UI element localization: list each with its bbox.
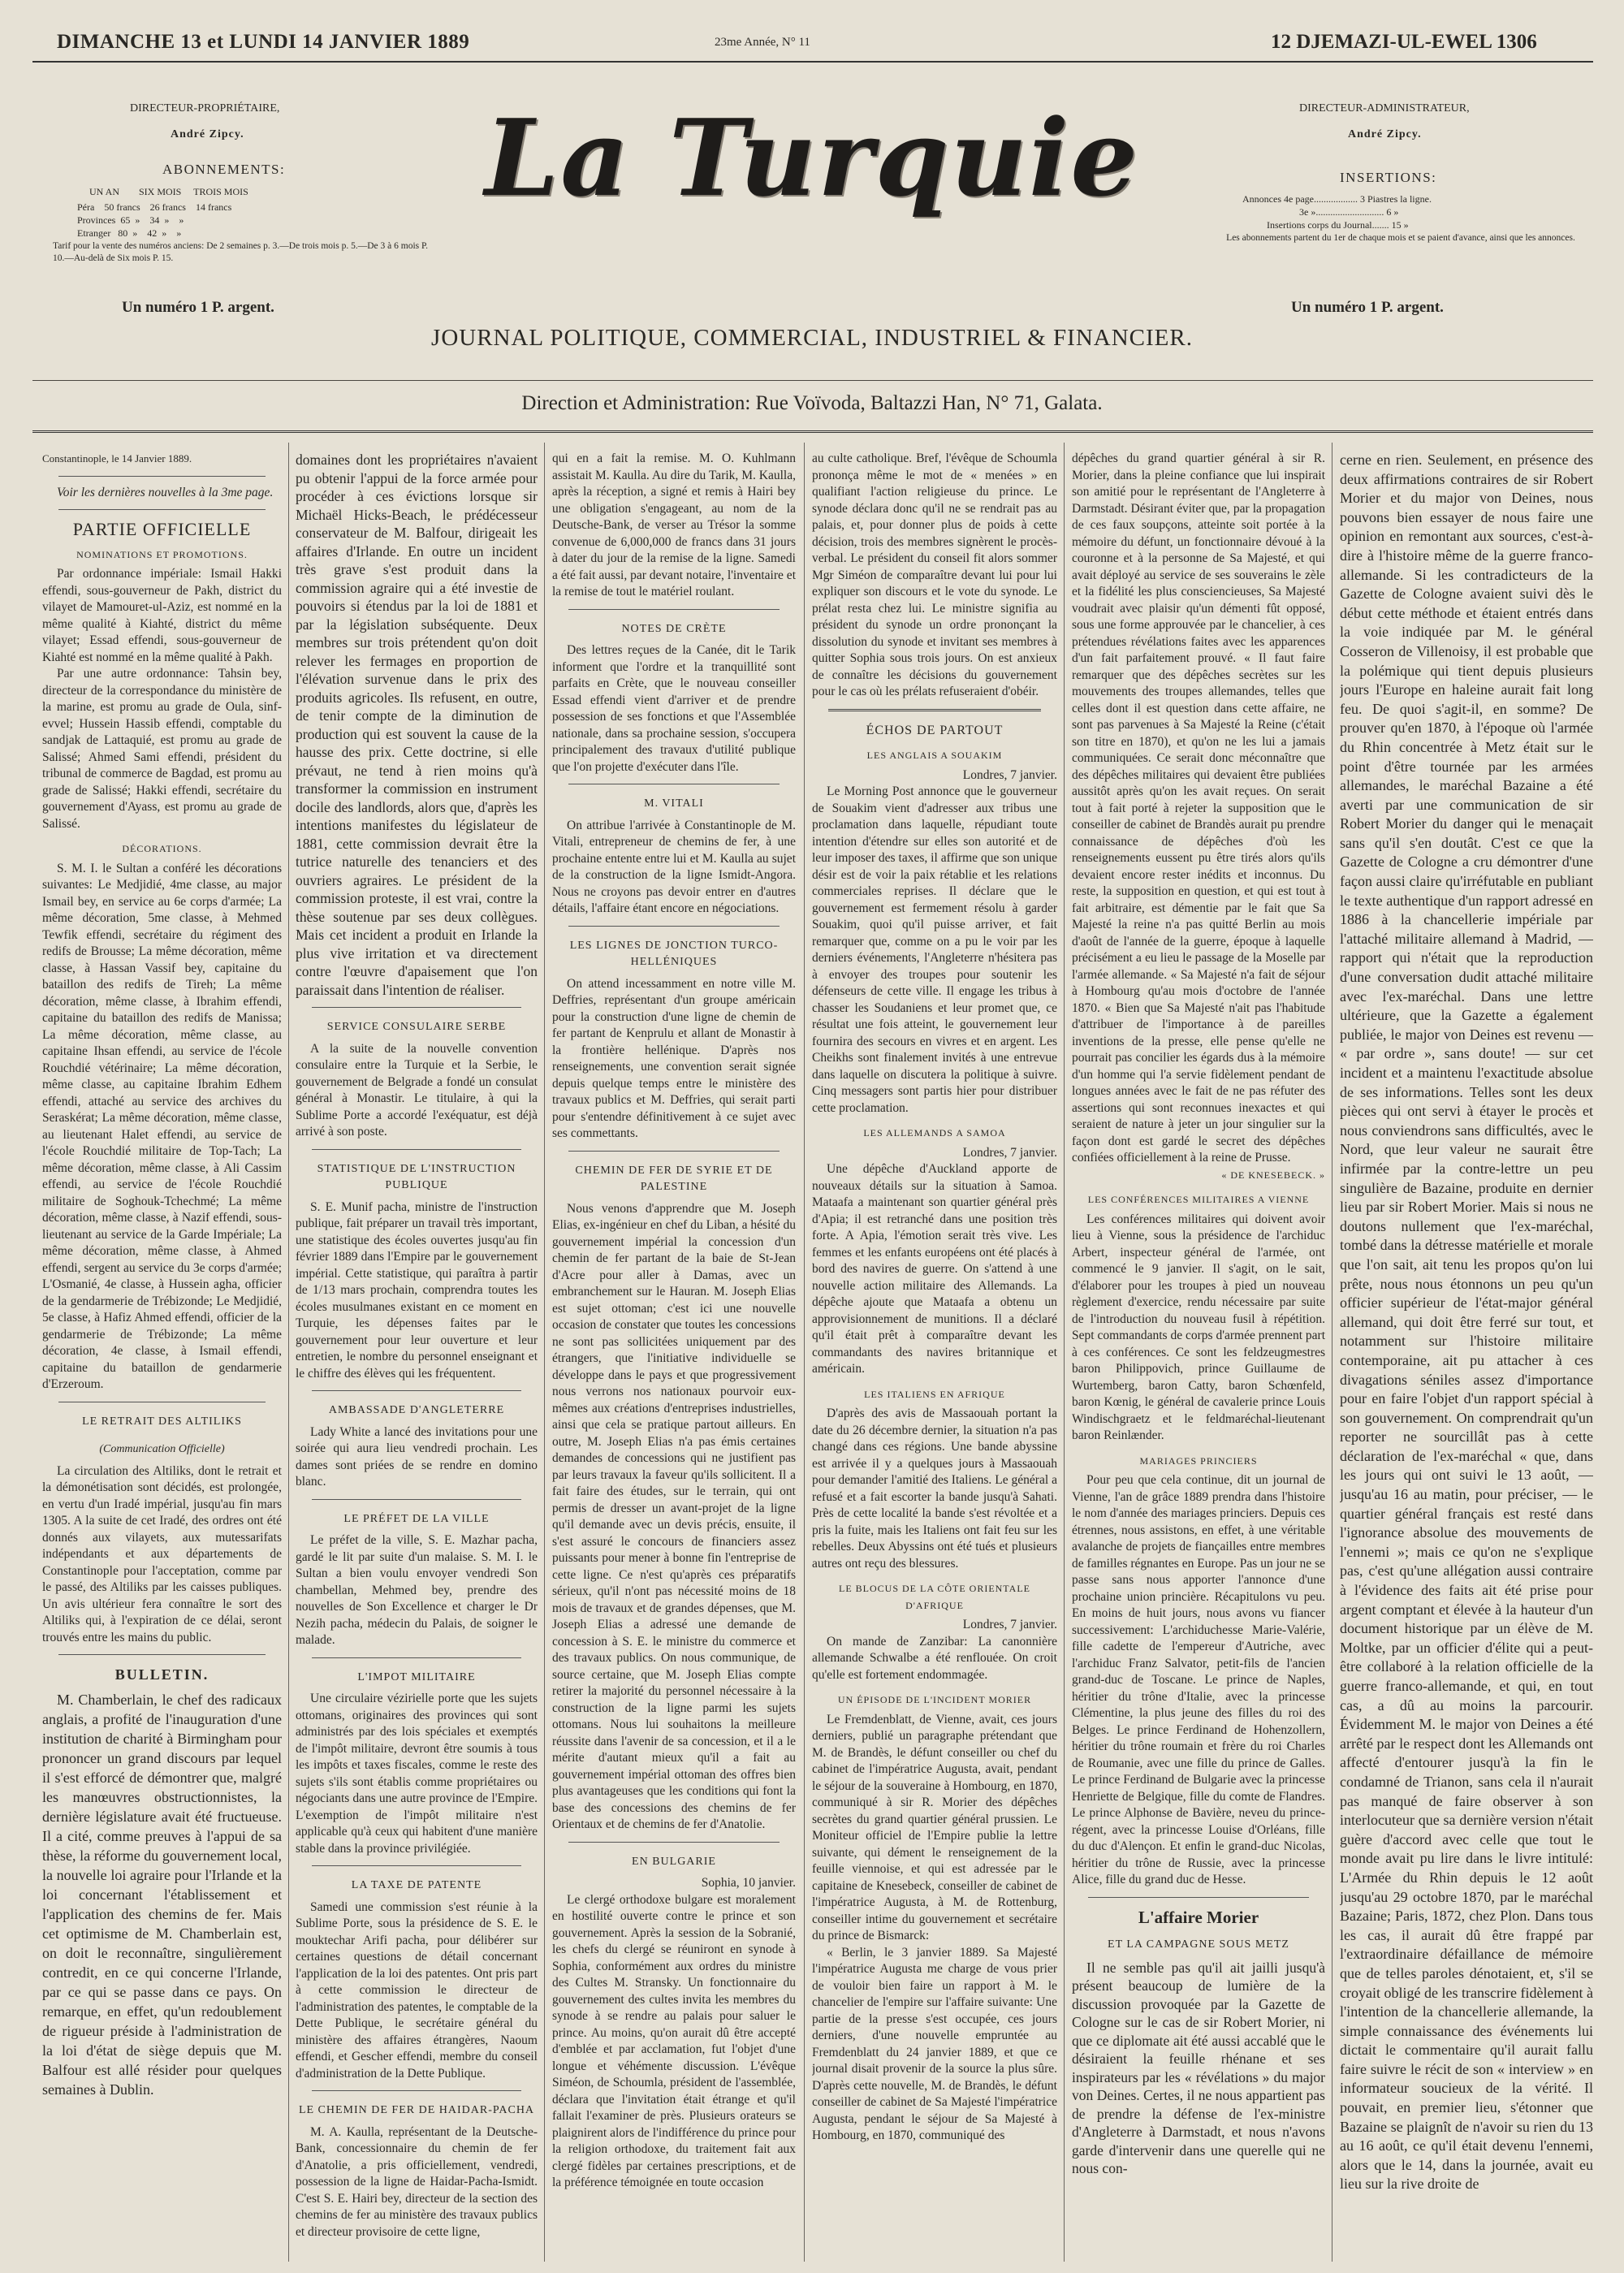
blocus-dateline: Londres, 7 janvier. xyxy=(962,1618,1057,1631)
left-director-title: DIRECTEUR-PROPRIÉTAIRE, xyxy=(130,102,280,115)
decorations-heading: DÉCORATIONS. xyxy=(122,843,202,854)
col5-para-4: Il ne semble pas qu'il ait jailli jusqu'à présent beaucoup de lumière de la discussion provoquée par la Gazette de Cologne sur le cas de sir Robert Morier, ni que ce diplomate ait été aussi accablé que le désiraient la feuille rhénane et ses inspirateurs par les « révélations » du major von Deines. Certes, il ne nous appartient pas de prendre la défense de l'ex-ministre d'Angleterre à Darmstadt, et nous n'avons garde d'intervenir dans une querelle qui ne nous con- xyxy=(1072,1959,1325,2176)
column-4 xyxy=(812,451,1057,2262)
allemands-samoa-heading: LES ALLEMANDS A SAMOA xyxy=(863,1127,1006,1139)
affaire-morier-heading: L'affaire Morier xyxy=(1138,1907,1259,1927)
anglais-souakim-heading: LES ANGLAIS A SOUAKIM xyxy=(866,750,1003,761)
col5-para-1: dépêches du grand quartier général à sir R. Morier, dans la pleine confiance que lui inspirait son amitié pour le représentant de l'Angleterre à Darmstadt. Désirant éviter que, par la propagation de ces faux soupçons, atteinte soit portée à la mémoire du défunt, un fonctionnaire dévoué à la couronne et à la personne de Sa Majesté, et qui avait déployé au service de ses souverains le zèle et la fidélité les plus consciencieuses, Sa Majesté voudrait avec plaisir qu'un démenti fût opposé, sous une forme approuvée par le chancelier, à ces prétendues révélations faites avec les apparences d'un fait parfaitement prouvé. « Il faut faire remarquer que des dépêches secrètes sur les mouvements des troupes allemandes, telles que celles dont il est question dans cette affaire, ne sont pas parvenues à Sa Majesté la Reine (c'était son titre en 1870), et qu'on ne les lui a jamais communiquées. Ce serait donc méconnaître que des dépêches militaires qui devaient être publiées aussitôt après qu'on les avait reçues. On serait tout à fait porté à rejeter la supposition que le conseiller de cabinet de Brandès aurait pu prendre connaissance de dépêches d'où les renseignements eussent pu être tirés alors qu'ils devaient encore rester inédits et inconnus. Du reste, la supposition en question, et qui est tout à fait arbitraire, est démentie par le fait que Sa Majesté la reine n'a pas quitté Berlin au mois d'août de l'année de la guerre, époque à laquelle précisément a eu lieu le passage de la Moselle par l'armée allemande. « Sa Majesté n'a fait de séjour à Hombourg qu'au mois d'octobre de l'année 1870. « Bien que Sa Majesté n'ait pas l'habitude d'attribuer de l'importance à de pareilles inventions de la presse, elle pense qu'elle ne pourrait pas concilier les égards dus à la mémoire d'un homme qui l'a servie fidèlement pendant de longues années avec le fait de ne pas réfuter des assertions qui sont reconnues inexactes et qui seraient de nature à jeter un jour singulier sur la façon dont est gardé le secret des dépêches confiées officiellement à la reine de Prusse. xyxy=(1072,452,1325,1165)
nominations-heading: NOMINATIONS ET PROMOTIONS. xyxy=(76,548,248,560)
column-1 xyxy=(42,451,282,2262)
column-2 xyxy=(296,451,538,2262)
right-director-title: DIRECTEUR-ADMINISTRATEUR, xyxy=(1299,102,1470,115)
col3-para-1: qui en a fait la remise. M. O. Kuhlmann assistait M. Kaulla. Au dire du Tarik, M. Kaulla, après la réception, a signé et remis à Hairi bey une obligation s'engageant, au nom de la Deutsche-Bank, de verser au Trésor la somme convenue de 6,000,000 de francs dans 31 jours à dater du jour de la remise de la ligne. Samedi a été fait aussi, par devant notaire, l'inventaire et la remise de tout le matériel roulant. xyxy=(552,452,796,598)
ins-row-4e: Annonces 4e page.................. 3 Piastres la ligne. xyxy=(1242,193,1432,205)
column-rule-3 xyxy=(804,443,805,2262)
col4-para-2: Le Morning Post annonce que le gouverneur de Souakim vient d'adresser aux tribus une proclamation dans laquelle, répudiant toute intention d'étendre sur elles son autorité et de leur imposer des taxes, il affirme que son unique désir est de voir la paix rétablie et les relations commerciales reprises. Il déclare que le gouvernement est fermement résolu à garder Souakim, quoi qu'il puisse arriver, et fait remarquer que, comme on a pu le voir par les derniers événements, l'Angleterre n'hésitera pas à envoyer des troupes pour soutenir les défenseurs de cette ville. Il engage les tribus à chasser les Soudaniens et leur promet que, ce résultat une fois atteint, le gouvernement leur fournira des secours en vivres et en argent. Les Cheikhs sont finalement invités à une entrevue dans laquelle on discutera la politique à suivre. Cinq messagers sont partis hier pour distribuer cette proclamation. xyxy=(812,784,1057,1115)
echos-heading: ÉCHOS DE PARTOUT xyxy=(866,723,1004,737)
col2-para-4: Lady White a lancé des invitations pour une soirée qui aura lieu vendredi prochain. Les dames sont priées de se rendre en domino blanc. xyxy=(296,1424,538,1489)
vitali-heading: M. VITALI xyxy=(644,797,704,810)
col4-para-6: Le Fremdenblatt, de Vienne, avait, ces jours derniers, publié un paragraphe prétendant que M. de Brandès, le défunt conseiller ou chef du cabinet de l'impératrice Augusta, avait, pendant le séjour de la souveraine à Hombourg, en 1870, communiqué à sir R. Morier des dépêches secrètes du grand quartier général prussien. Le Moniteur officiel de l'Empire publie la lettre suivante, qui dément le renseignement de la feuille viennoise, et qui est adressée par le capitaine de Knesebeck, conseiller de cabinet de l'impératrice Augusta, à M. de Rottenburg, conseiller intime du gouvernement et secrétaire du prince de Bismarck: xyxy=(812,1712,1057,1942)
date-right: 12 DJEMAZI-UL-EWEL 1306 xyxy=(1271,31,1537,53)
year-issue: 23me Année, N° 11 xyxy=(715,36,810,49)
episode-morier-heading: UN ÉPISODE DE L'INCIDENT MORIER xyxy=(837,1694,1032,1705)
col5-para-3: Pour peu que cela continue, dit un journal de Vienne, l'an de grâce 1889 prendra dans l'histoire le nom d'année des mariages princiers. Depuis ces étrennes, nous assistons, en effet, à une véritable avalanche de projets de fiançailles entre membres de familles régnantes en Europe. Pas un jour ne se passe sans nous apporter l'annonce d'une prochaine union princière. Récapitulons vu peu. En moins de huit jours, nous avons vu fiancer successivement: L'archiduchesse Marie-Valérie, fille cadette de l'empereur d'Autriche, avec l'archiduc Franz Salvator, petit-fils de l'ancien grand-duc de Toscane. Le prince de Naples, héritier du trône d'Italie, avec la princesse Clémentine, la plus jeune des filles du roi des Belges. Le prince Ferdinand de Hohenzollern, héritier du trône roumain et frère du roi Charles de Roumanie, avec une fille du prince de Galles. Le prince Ferdinand de Bulgarie avec la princesse Henriette de Belgique, fille du comte de Flandres. Le prince Alphonse de Bavière, neveu du prince-régent, avec la princesse Louise d'Orléans, fille du duc d'Alençon. Et enfin le grand-duc Nicolas, héritier du trône de Russie, avec la princesse Alice, fille du grand duc de Hesse. xyxy=(1072,1473,1325,1886)
ins-note: Les abonnements partent du 1er de chaque mois et se paient d'avance, ainsi que les annonces. xyxy=(1226,233,1575,243)
samoa-dateline: Londres, 7 janvier. xyxy=(962,1145,1057,1160)
campagne-metz-heading: ET LA CAMPAGNE SOUS METZ xyxy=(1108,1938,1289,1951)
col2-para-2: A la suite de la nouvelle convention consulaire entre la Turquie et la Serbie, le gouvernement de Belgrade a fondé un consulat général à Monastir. Le titulaire, à qui la Sublime Porte a accordé l'exéquatur, est déjà arrivé à son poste. xyxy=(296,1041,538,1139)
col2-para-1: domaines dont les propriétaires n'avaient pu obtenir l'appui de la force armée pour procéder à ces évictions lorsque sir Michaël Hicks-Beach, le prédécesseur conservateur de M. Balfour, dirigeait les affaires d'Irlande. En outre un incident très grave s'est produit dans la commission agraire qui a été investie de pouvoirs si étendus par la loi de 1881 et par la législation subséquente. Deux membres sur trois prétendent qu'on doit relever les fermages en proportion de l'élévation survenue dans le prix des produits agricoles. Ils refusent, en outre, de tenir compte de la diminution de production qui est souvent la cause de la hausse des prix. Cette doctrine, si elle prévaut, ne tend à rien moins qu'à transformer la commission en instrument docile des landlords, alors que, d'après les intentions manifestes du législateur de 1881, cette commission devrait être la tutrice naturelle des tenanciers et des ouvriers agraires. Le président de la commission proteste, il est vrai, contre la thèse soutenue par ses deux collègues. Mais cet incident a produit en Irlande la plus vive irritation et va directement contre l'œuvre d'apaisement que l'on paraissait dans l'intention de réaliser. xyxy=(296,452,538,998)
col3-para-4: On attend incessamment en notre ville M. Deffries, représentant d'un groupe américain pour la construction d'une ligne de chemin de fer partant de Kenprulu et allant de Monastir à la frontière hellénique. D'après nos renseignements, une convention serait signée depuis quelque temps entre le ministère des travaux publics et M. Deffries, qui serait parti pour s'entendre définitivement à ce sujet avec ses commettants. xyxy=(552,976,796,1140)
col1-para-5: M. Chamberlain, le chef des radicaux anglais, a profité de l'inauguration d'une institution de charité à Birmingham pour prononcer un grand discours par lequel il s'est efforcé de démontrer que, malgré les manœuvres obstructionnistes, la dernière législature avait été fructueuse. Il a cité, comme preuves à l'appui de sa thèse, la réforme du gouvernement local, la nouvelle loi agraire pour l'Irlande et la loi concernant l'établissement et l'application des chemins de fer. Mais cet optimisme de M. Chamberlain est, on doit le reconnaître, singulièrement contredit, en ce qui concerne l'Irlande, par ce qui se passe dans ce pays. On remarque, en effet, qu'un redoublement de rigueur préside à l'administration de la loi d'état de siège depuis que M. Balfour est allé résider pour quelques semaines à Dublin. xyxy=(42,1691,282,2098)
voir-note: Voir les dernières nouvelles à la 3me page. xyxy=(57,485,274,499)
col4-para-5: On mande de Zanzibar: La canonnière allemande Schwalbe a été renflouée. On croit qu'elle est fortement endommagée. xyxy=(812,1634,1057,1682)
col4-para-7: « Berlin, le 3 janvier 1889. Sa Majesté l'impératrice Augusta me charge de vous prier de vouloir bien faire un rapport à M. le chancelier de l'empire sur l'affaire suivante: Une partie de la presse s'est occupée, ces jours derniers, d'une nouvelle empruntée au Fremdenblatt du 24 janvier 1889, et que ce journal disait provenir de la source la plus sûre. D'après cette nouvelle, M. de Brandès, le défunt conseiller de cabinet de Sa Majesté l'impératrice Augusta, pendant le séjour de Sa Majesté à Hombourg, en 1870, communiqué des xyxy=(812,1945,1057,2142)
column-5 xyxy=(1072,451,1325,2262)
col2-para-7: Samedi une commission s'est réunie à la Sublime Porte, sous la présidence de S. E. le mouktechar Arifi pacha, pour délibérer sur certaines questions de détail concernant l'application de la loi des patentes. Ont pris part à cette commission le directeur de l'administration des patentes, le comptable de la Dette Publique, le secrétaire général du ministère des affaires étrangères, Naoum effendi, et Gescher effendi, membre du conseil d'administration de la Dette Publique. xyxy=(296,1899,538,2081)
price-left: Un numéro 1 P. argent. xyxy=(122,299,274,316)
partie-officielle-heading: PARTIE OFFICIELLE xyxy=(72,519,252,539)
bulletin-heading: BULLETIN. xyxy=(114,1666,209,1683)
col4-para-3: Une dépêche d'Auckland apporte de nouveaux détails sur la situation à Samoa. Mataafa a maintenant son quartier général près d'Apia; il est retranché dans une position très forte. A Apia, l'émotion serait très vive. Les femmes et les enfants européens ont été placés à bord des navires de guerre. On s'attend à une nouvelle action militaire des Allemands. La dépêche ajoute que Mataafa a obtenu un approvisionnement de munitions. Il a déclaré qu'il était prêt à comparaître devant les commandants des navires britannique et américain. xyxy=(812,1162,1057,1376)
service-consulaire-heading: SERVICE CONSULAIRE SERBE xyxy=(326,1021,507,1033)
masthead-rule xyxy=(32,380,1593,381)
ambassade-heading: AMBASSADE D'ANGLETERRE xyxy=(328,1404,505,1416)
ins-row-corps: Insertions corps du Journal....... 15 » xyxy=(1267,219,1409,231)
col1-para-4: La circulation des Altiliks, dont le retrait et la démonétisation sont décidés, est prolongée, en vertu d'un Iradé impérial, jusqu'au fin mars 1305. A la suite de cet Iradé, des ordres ont été donnés aux vilayets, aux mutessarifats indépendants et aux départements de Constantinople pour l'acceptation, comme par le passé, des Altiliks par les caisses publiques. Un avis ultérieur fera connaître le sort des Altiliks qui, à l'expiration de ce délai, seront trouvés entre les mains du public. xyxy=(42,1463,282,1644)
chemin-syrie-heading: CHEMIN DE FER DE SYRIE ET DE PALESTINE xyxy=(575,1164,773,1193)
column-rule-4 xyxy=(1064,443,1065,2262)
col2-para-5: Le préfet de la ville, S. E. Mazhar pacha, gardé le lit par suite d'un malaise. S. M. I. le Sultan a bien voulu envoyer vendredi Son chambellan, Mehmed bey, prendre des nouvelles de Son Excellence et charger le Dr Nezih pacha, médecin du Palais, de soigner le malade. xyxy=(296,1533,538,1647)
italiens-afrique-heading: LES ITALIENS EN AFRIQUE xyxy=(864,1388,1005,1400)
left-director-name: André Zipcy. xyxy=(171,128,244,140)
date-left: DIMANCHE 13 et LUNDI 14 JANVIER 1889 xyxy=(57,31,470,53)
col2-para-3: S. E. Munif pacha, ministre de l'instruction publique, fait préparer un travail très important, une statistique des écoles ouvertes jusqu'au fin février 1889 dans l'Empire par le gouvernement impérial. Cette statistique, qui paraîtra à partir de 1/13 mars prochain, comprendra toutes les écoles musulmanes existant en ce moment en Turquie, les dépenses faites par le gouvernement pour leur ouverture et leur entretien, le nombre du personnel enseignant et le chiffre des élèves qui les fréquentent. xyxy=(296,1199,538,1381)
col3-para-3: On attribue l'arrivée à Constantinople de M. Vitali, entrepreneur de chemins de fer, à une prochaine entente entre lui et M. Kaulla au sujet de la construction de la ligne Ismidt-Angora. Nous ne croyons pas devoir entrer en d'autres détails, l'affaire étant encore en négociations. xyxy=(552,818,796,915)
col4-para-4: D'après des avis de Massaouah portant la date du 26 décembre dernier, la situation n'a pas changé dans ces régions. Une bande abyssine est arrivée il y a quelques jours à Massaouah pour demander l'amitié des Italiens. Le général a refusé et a fait escorter la bande jusqu'à Sahati. Près de cette localité la bande s'est révoltée et a pris la fuite, mais les Italiens ont fait feu sur les rebelles. Deux Abyssins ont été tués et plusieurs autres ont reçu des blessures. xyxy=(812,1407,1057,1571)
col2-para-8: M. A. Kaulla, représentant de la Deutsche-Bank, concessionnaire du chemin de fer d'Anatolie, a pris officiellement, vendredi, possession de la ligne de Haidar-Pacha-Ismidt. C'est S. E. Hairi bey, directeur de la section des chemins de fer au ministère des travaux publics et directeur provisoire de cette ligne, xyxy=(296,2124,538,2239)
newspaper-subtitle: JOURNAL POLITIQUE, COMMERCIAL, INDUSTRIEL & FINANCIER. xyxy=(431,325,1193,351)
impot-militaire-heading: L'IMPOT MILITAIRE xyxy=(357,1670,476,1683)
abonnements-heading: ABONNEMENTS: xyxy=(162,162,286,177)
blocus-heading: LE BLOCUS DE LA CÔTE ORIENTALE D'AFRIQUE xyxy=(838,1583,1031,1611)
col6-para-1: cerne en rien. Seulement, en présence des deux affirmations contraires de sir Robert Morier et du major von Deines, nous pouvons bien essayer de nous faire une opinion en remontant aux sources, c'est-à-dire à l'histoire même de la guerre franco-allemande. Si les contradicteurs de la Gazette de Cologne avaient suivi dès le début cette méthode et étaient entrés dans la voie indiquée par M. le général Cosseron de Villenoisy, il est probable que la polémique qui tient depuis plusieurs jours l'Europe en haleine aurait fait long feu. De quoi s'agit-il, en somme? De prouver qu'en 1870, à l'époque où l'armée du Rhin concentrée à Metz était sur le point d'être tournée par les armées allemandes, le maréchal Bazaine a été averti par une communication de sir Robert Morier du danger qui le menaçait sans qu'il s'en doutât. C'est ce que la Gazette de Cologne a cru démontrer d'une façon aussi claire qu'irréfutable en publiant le texte authentique d'un rapport adressé en 1886 à la chancellerie impériale par l'attaché militaire allemand à Madrid, — rapport qui n'était que la reproduction d'une conversation dudit attaché militaire avec l'ex-maréchal. Dans une lettre ultérieure, que la Gazette a également publiée, le major von Deines est revenu — « par ordre », sans doute! — sur cet incident et a maintenu l'exactitude absolue de ses informations. Telles sont les deux pièces qui ont servi à étayer le procès et nous conviendrons sans difficultés, avec le Nord, que leur valeur ne saurait être infirmée par la contre-lettre un peu singulière de Bazaine, produite en dernier lieu par sir Robert Morier. Mais si nous ne doutons nullement que l'ex-maréchal, tombé dans la détresse matérielle et morale que l'on sait, ait tenu les propos qu'on lui prête, nous nous étonnons un peu qu'un officier supérieur de l'état-major général allemand, qui doit être ferré sur tout, et notamment sur l'histoire militaire contemporaine, ait pu attacher à ces divagations séniles assez d'importance pour en faire l'objet d'un rapport spécial à son gouvernement. On comprendrait qu'un reporter ne sourcillât pas à cette déclaration de l'ex-maréchal « que, dans les jours qui ont suivi le 13 août, — jusqu'au 16 au matin, pour préciser, — le quartier général français est resté dans l'ignorance absolue des mouvements de l'ennemi »; mais ce qu'on ne s'explique pas, c'est qu'une allégation aussi contraire à l'évidence des faits ait été prise pour argent comptant et élevée à la hauteur d'un document historique par un élève de M. Moltke, par un officier d'élite qui a peut-être collaboré à la relation officielle de la guerre franco-allemande, et qui, en tout cas, a dû au moins la parcourir. Évidemment M. le major von Deines a été arrêté par le respect dont les Allemands ont affecté d'entourer jusqu'à la fin le condamné de Trianon, sans cela il n'aurait pas manqué de faire observer à son interlocuteur que sa dernière version n'était guère d'accord avec celle que tout le monde avait pu lire dans le livre intitulé: L'Armée du Rhin depuis le 12 août jusqu'au 29 octobre 1870, par le maréchal Bazaine; Paris, 1872, chez Plon. Dans tous les cas, il aurait dû être frappé par l'extraordinaire défaillance de mémoire que de telles paroles dénotaient, et, s'il se croyait obligé de les transcrire fidèlement à l'intention de la chancellerie allemande, la simple connaissance des événements lui dictait le commentaire qu'il aurait fallu faire suivre le récit de son « interview » en informateur soucieux de la vérité. Il pouvait, en premier lieu, s'étonner que Bazaine se plaignît de n'avoir su rien du 13 au 16 août, ce qu'il était devenu l'ennemi, alors que le 14, dans la journée, avait eu lieu sur la rive droite de xyxy=(1340,452,1593,2193)
column-rule-2 xyxy=(544,443,545,2262)
communication-officielle: (Communication Officielle) xyxy=(99,1443,225,1455)
col1-para-2: Par une autre ordonnance: Tahsin bey, directeur de la correspondance du ministère de la marine, est promu au grade de Oula, sinf-evvel; Hussein Hassib effendi, comptable du sandjak de Lattaquié, est promu au grade de Salissé; Ahmed Sami effendi, président du tribunal de commerce de Bagdad, est promu au grade de Salissé; Hakki effendi, secrétaire du gouvernement d'Ayass, est promu au grade de Salissé. xyxy=(42,667,282,831)
bulgarie-dateline: Sophia, 10 janvier. xyxy=(701,1876,796,1890)
abo-row-provinces: Provinces 65 » 34 » » xyxy=(77,214,184,226)
lignes-jonction-heading: LES LIGNES DE JONCTION TURCO-HELLÉNIQUES xyxy=(569,939,779,968)
souakim-dateline: Londres, 7 janvier. xyxy=(962,767,1057,782)
insertions-heading: INSERTIONS: xyxy=(1340,170,1437,185)
newspaper-title: La Turquie xyxy=(484,96,1140,220)
abo-row-etranger: Etranger 80 » 42 » » xyxy=(77,227,182,239)
top-rule xyxy=(32,61,1593,63)
col4-para-1: au culte catholique. Bref, l'évêque de Schoumla prononça même le mot de « menées » en qualifiant l'action religieuse du prince. Le synode déclara donc qu'il ne se rendrait pas au palais, et, pour donner plus de poids à cette décision, trois des membres signèrent le procès-verbal. Le président du conseil fit alors sommer Mgr Siméon de comparaître devant lui pour lui expliquer son discours et le vote du synode. Le prélat resta chez lui. Le ministre signifia au président du synode un ordre prononçant la dissolution du synode et invitant ses membres à quitter Sophia sous trois jours. On est anxieux de connaître les décisions du gouvernement pour le cas où les prélats refuseraient d'obéir. xyxy=(812,452,1057,698)
abo-note: Tarif pour la vente des numéros anciens: De 2 semaines p. 3.—De trois mois p. 5.—De 3 à 6 mois P. 10.—Au-delà de Six mois P. 15. xyxy=(53,241,428,263)
chemin-haidar-heading: LE CHEMIN DE FER DE HAIDAR-PACHA xyxy=(298,2104,535,2116)
col3-para-5: Nous venons d'apprendre que M. Joseph Elias, ex-ingénieur en chef du Liban, a hésité du gouvernement impérial la concession d'un chemin de fer partant de la baie de St-Jean d'Acre pour aller à Damas, avec un embranchement sur le Hauran. M. Joseph Elias est sujet ottoman; c'est ici une nouvelle occasion de constater que toutes les concessions ne sont pas sollicitées uniquement par des étrangers, que l'initiative individuelle se développe dans le pays et que progressivement nous verrons nos nationaux pourvoir eux-mêmes aux créations d'entreprises industrielles, ainsi que cela se pratique partout ailleurs. En outre, M. Joseph Elias n'a pas émis certaines demandes de concessions qui ne justifient pas par leurs travaux la faveur qu'ils sollicitent. Il a fait faire des études, sur le terrain, qui ont permis de dresser un avant-projet de la ligne qu'il demande avec un devis précis, ensuite, il s'est assuré le concours de financiers assez puissants pour mener à bonne fin l'entreprise de cette ligne. Ce n'est qu'après ces préparatifs sérieux, qu'il n'ont pas nécessité moins de 18 mois de travaux et de grandes dépenses, que M. Joseph Elias a adressé une demande de concession à S. E. le ministre du commerce et des travaux publics. On nous communique, de source certaine, que M. Joseph Elias compte retirer la majorité du personnel nécessaire à la construction de la ligne parmi les sujets ottomans. Nous lui souhaitons la meilleure réussite dans l'avenir de sa concession, et il a le mérite d'autant mieux qu'il a fait au gouvernement impérial ottoman des offres bien plus avantageuses que les conditions qui font la base des concessions des chemins de fer Orientaux et de chemins de fer d'Anatolie. xyxy=(552,1201,796,1831)
mariages-heading: MARIAGES PRINCIERS xyxy=(1139,1454,1258,1467)
retrait-heading: LE RETRAIT DES ALTILIKS xyxy=(82,1415,242,1428)
address-rule xyxy=(32,430,1593,433)
col5-para-2: Les conférences militaires qui doivent avoir lieu à Vienne, sous la présidence de l'archiduc Arbert, inspecteur général de l'armée, ont commencé le 9 janvier. Il s'agit, on le sait, d'élaborer pour les troupes à pied un nouveau règlement d'exercice, rendu nécessaire par suite de l'introduction du nouveau fusil à répétition. Sept commandants de corps d'armée prennent part à ces conférences. Ce sont les feldzeugmestres baron Philippovich, prince Guillaume de Wurtemberg, baron Catty, baron Schœnfeld, baron Kœnig, le général de cavalerie prince Louis Windischgraetz et le feldmaréchal-lieutenant baron Reinlænder. xyxy=(1072,1212,1325,1442)
column-3 xyxy=(552,451,796,2262)
column-6 xyxy=(1340,451,1593,2262)
price-right: Un numéro 1 P. argent. xyxy=(1291,299,1444,316)
statistique-heading: STATISTIQUE DE L'INSTRUCTION PUBLIQUE xyxy=(317,1162,516,1191)
abo-row-pera: Péra 50 francs 26 francs 14 francs xyxy=(77,201,232,213)
dateline: Constantinople, le 14 Janvier 1889. xyxy=(42,452,192,465)
col1-para-3: S. M. I. le Sultan a conféré les décorations suivantes: Le Medjidié, 4me classe, au major Ismail bey, en service au 6e corps d'armée; La même décoration, 5me classe, à Mehmed Tewfik effendi, secrétaire du régiment des redifs de Brousse; La même décoration, même classe, à Hassan Vassif bey, capitaine du bataillon des redifs de Tireh; La même décoration, même classe, à Ibrahim effendi, capitaine du bataillon des redifs de Manissa; La même décoration, même classe, au capitaine Ihsan effendi, au service de l'école Rouchdié vétérinaire; La même décoration, même classe, au capitaine Ibrahim Edhem effendi, attaché au service des archives du Seraskérat; La même décoration, même classe, au lieutenant Halet effendi, au service de l'école Rouchdié militaire de Top-Tach; La même décoration, même classe, à Ali Cassim effendi, au service de l'école Rouchdié militaire de Soghouk-Tchechmé; La même décoration, même classe, à Nazif effendi, sous-lieutenant au service de la Garde Impériale; La même décoration, même classe, à Ahmed effendi, sergent au service du 3e corps d'armée; L'Osmanié, 4e classe, à Hussein agha, officier de la gendarmerie de Trébizonde; Le Medjidié, 5e classe, à Hafiz Ahmed effendi, officier de la gendarmerie de Trébizonde; La même décoration, 4e classe, à Ismail effendi, capitaine du bataillon de gendarmerie d'Erzeroum. xyxy=(42,861,282,1391)
ins-row-3e: 3e »............................ 6 » xyxy=(1299,206,1399,218)
col1-para-1: Par ordonnance impériale: Ismail Hakki effendi, sous-gouverneur de Pakh, district du vilayet de Mamouret-ul-Aziz, est nommé en la même qualité à Kiahté, district du même vilayet; Essad effendi, sous-gouverneur de Kiahté est nommé en la même qualité à Pakh. xyxy=(42,567,282,664)
col3-para-6: Le clergé orthodoxe bulgare est moralement en hostilité ouverte contre le prince et son gouvernement. Après la session de la Sobranié, les chefs du clergé se réuniront en synode à Sophia, conformément aux ordres du ministre des Cultes M. Stransky. Un fonctionnaire du gouvernement des cultes invita les membres du synode à se rendre au palais pour saluer le prince. Au moins, qu'on aurait dû être accepté d'emblée et par acclamation, fut l'objet d'une longue et véhémente discussion. L'évêque Siméon, de Schoumla, président de l'assemblée, déclara que l'invitation était étrange et qu'il fallait l'examiner de près. Plusieurs orateurs se plaignirent alors de l'indifférence du prince pour la religion orthodoxe, du traitement fait aux clergé fidèles par certaines prescriptions, et de la préférence témoignée en toute occasion xyxy=(552,1892,796,2189)
conferences-heading: LES CONFÉRENCES MILITAIRES A VIENNE xyxy=(1087,1194,1310,1205)
abo-header: UN AN SIX MOIS TROIS MOIS xyxy=(89,186,248,197)
right-director-name: André Zipcy. xyxy=(1348,128,1422,140)
address-line: Direction et Administration: Rue Voïvoda, Baltazzi Han, N° 71, Galata. xyxy=(521,392,1103,414)
taxe-patente-heading: LA TAXE DE PATENTE xyxy=(351,1879,482,1891)
bulgarie-heading: EN BULGARIE xyxy=(632,1855,716,1868)
notes-crete-heading: NOTES DE CRÈTE xyxy=(621,622,727,635)
col2-para-6: Une circulaire vézirielle porte que les sujets ottomans, originaires des provinces qui sont administrés par des lois spéciales et exemptés de l'impôt militaire, devront être soumis à tous les impôts et taxes fiscales, comme le reste des sujets s'ils sont établis comme propriétaires ou négociants dans une autre province de l'Empire. L'exemption de l'impôt militaire n'est applicable qu'à ceux qui habitent d'une manière stable dans la province privilégiée. xyxy=(296,1692,538,1856)
prefet-heading: LE PRÉFET DE LA VILLE xyxy=(343,1512,490,1525)
column-rule-1 xyxy=(288,443,289,2262)
knesebeck-signature: « DE KNESEBECK. » xyxy=(1221,1169,1325,1181)
col3-para-2: Des lettres reçues de la Canée, dit le Tarik informent que l'ordre et la tranquillité sont parfaits en Crète, que le nouveau conseiller Essad effendi vient d'arriver et de prendre possession de ses fonctions et que l'Assemblée nationale, dans sa prochaine session, s'occupera principalement des travaux d'utilité publique que l'on projette d'exécuter dans l'île. xyxy=(552,643,796,774)
